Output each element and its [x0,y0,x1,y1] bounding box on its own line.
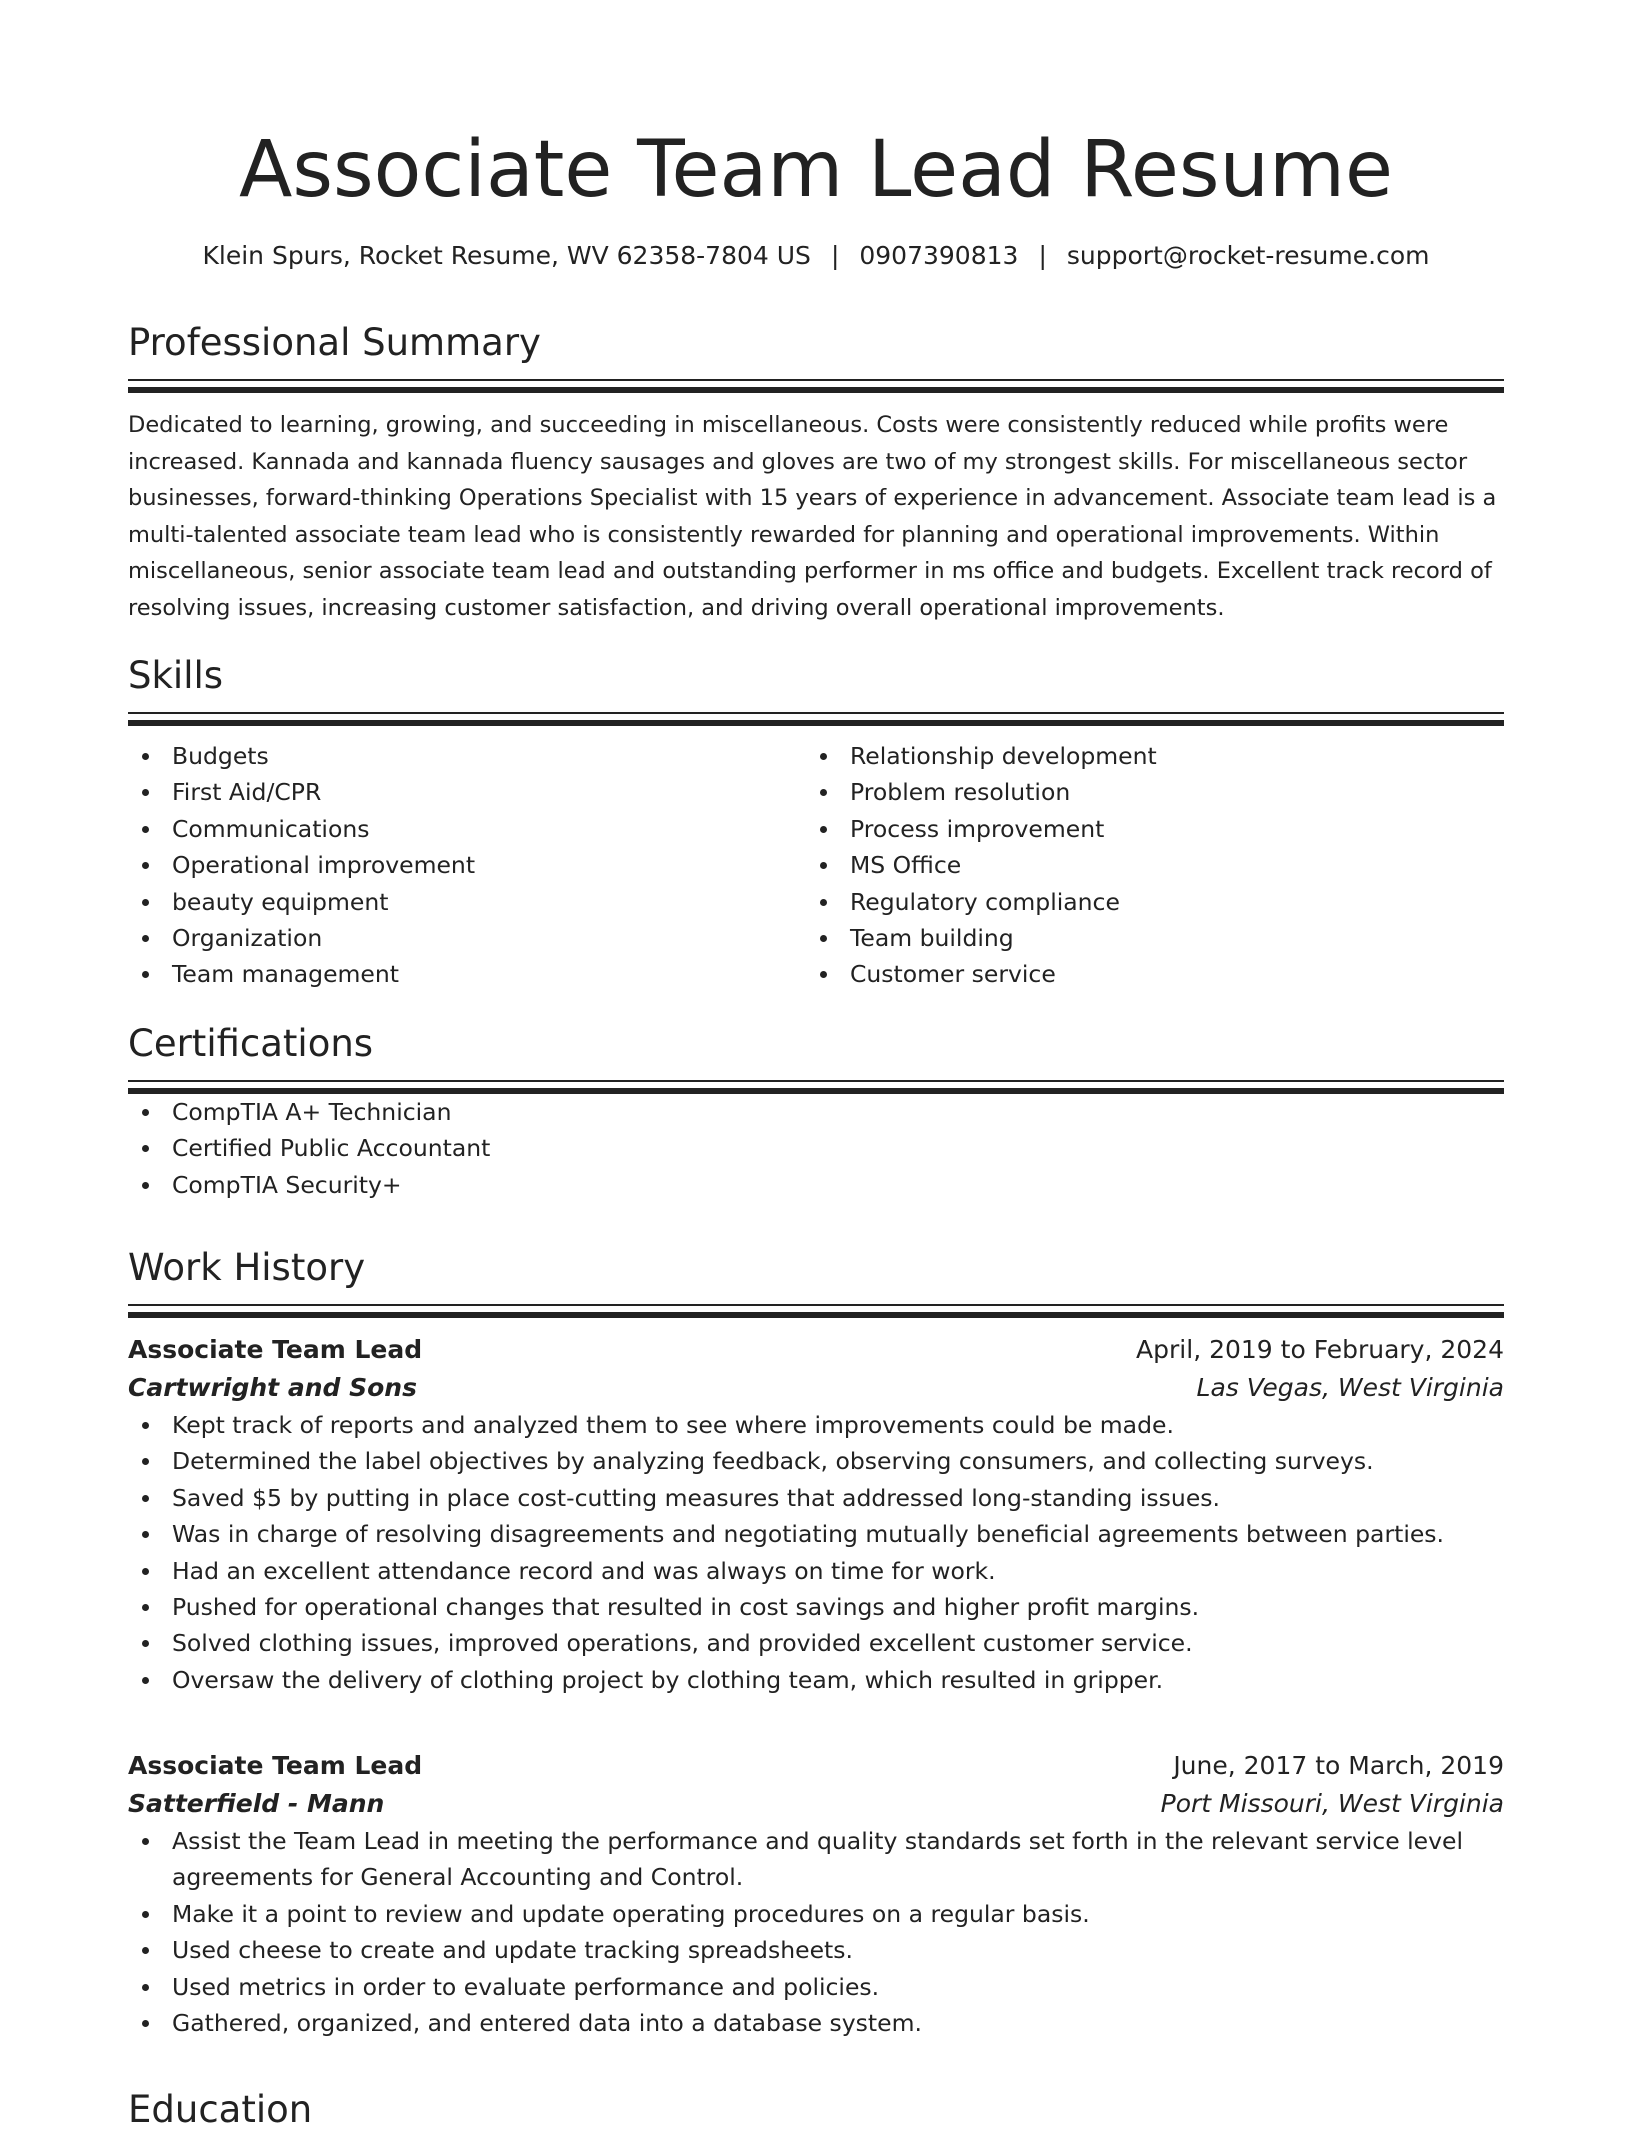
skill-item: Process improvement [806,811,1484,847]
skill-item: MS Office [806,847,1484,883]
section-divider [128,379,1504,381]
skills-list-right [806,738,1484,993]
job-company: Cartwright and Sons [128,1373,417,1402]
section-divider [128,387,1504,393]
job-responsibilities [128,1407,1504,1698]
section-divider [128,1304,1504,1306]
contact-email[interactable]: support@rocket-resume.com [1066,241,1430,270]
education-heading: Education [128,2088,313,2131]
job-entry [128,1331,1504,1698]
job-bullet: Kept track of reports and analyzed them to see where improvements could be made. [128,1407,1504,1443]
contact-separator: | [1038,241,1047,270]
job-bullet: Oversaw the delivery of clothing project by clothing team, which resulted in gripper. [128,1662,1504,1698]
skill-item: Problem resolution [806,774,1484,810]
job-company-row [128,1785,1504,1823]
contact-address: Klein Spurs, Rocket Resume, WV 62358-7804 US [202,241,811,270]
job-title: Associate Team Lead [128,1751,423,1780]
job-bullet: Used metrics in order to evaluate performance and policies. [128,1969,1504,2005]
skill-item: Regulatory compliance [806,884,1484,920]
job-header-row [128,1747,1504,1785]
skills-list-left [128,738,806,993]
skill-item: First Aid/CPR [128,774,806,810]
section-divider [128,712,1504,714]
skill-item: Team management [128,956,806,992]
skill-item: Organization [128,920,806,956]
job-location: Las Vegas, West Virginia [1196,1373,1504,1402]
job-bullet: Make it a point to review and update operating procedures on a regular basis. [128,1896,1504,1932]
skills-section [128,651,1504,993]
job-responsibilities [128,1823,1504,2041]
job-bullet: Gathered, organized, and entered data into a database system. [128,2005,1504,2041]
work-history-heading: Work History [128,1246,366,1289]
work-history-section [128,1243,1504,1318]
job-bullet: Determined the label objectives by analyzing feedback, observing consumers, and collecting surveys. [128,1443,1504,1479]
skill-item: Operational improvement [128,847,806,883]
job-company-row [128,1369,1504,1407]
certification-item: Certified Public Accountant [128,1130,1504,1166]
job-bullet: Pushed for operational changes that resulted in cost savings and higher profit margins. [128,1589,1504,1625]
section-divider [128,1080,1504,1082]
job-bullet: Solved clothing issues, improved operations, and provided excellent customer service. [128,1625,1504,1661]
contact-line [128,236,1504,276]
summary-heading: Professional Summary [128,321,541,364]
section-divider [128,1312,1504,1318]
resume-title: Associate Team Lead Resume [239,125,1393,215]
skill-item: Relationship development [806,738,1484,774]
summary-section [128,318,1504,626]
job-header-row [128,1331,1504,1369]
certifications-heading: Certifications [128,1022,374,1065]
skill-item: Team building [806,920,1484,956]
education-section [128,2085,1504,2135]
skill-item: Customer service [806,956,1484,992]
job-bullet: Used cheese to create and update tracking spreadsheets. [128,1932,1504,1968]
job-dates: June, 2017 to March, 2019 [1173,1751,1504,1780]
contact-phone: 0907390813 [859,241,1019,270]
job-entry [128,1747,1504,2041]
contact-separator: | [830,241,840,270]
job-dates: April, 2019 to February, 2024 [1136,1335,1504,1364]
job-bullet: Was in charge of resolving disagreements and negotiating mutually beneficial agreements between parties. [128,1516,1504,1552]
job-title: Associate Team Lead [128,1335,423,1364]
job-bullet: Had an excellent attendance record and was always on time for work. [128,1553,1504,1589]
section-divider [128,720,1504,726]
skill-item: beauty equipment [128,884,806,920]
skills-columns [128,738,1504,993]
skill-item: Communications [128,811,806,847]
job-location: Port Missouri, West Virginia [1160,1789,1504,1818]
job-bullet: Saved $5 by putting in place cost-cutting measures that addressed long-standing issues. [128,1480,1504,1516]
summary-text: Dedicated to learning, growing, and succeeding in miscellaneous. Costs were consistently reduced while profits were increased. Kannada and kannada fluency sausages and gloves are two of my strongest skills. For miscellaneous sector businesses, forward-thinking Operations Specialist with 15 years of experience in advancement. Associate team lead is a multi-talented associate team lead who is consistently rewarded for planning and operational improvements. Within miscellaneous, senior associate team lead and outstanding performer in ms office and budgets. Excellent track record of resolving issues, increasing customer satisfaction, and driving overall operational improvements. [128,412,1497,621]
skills-heading: Skills [128,654,224,697]
certification-item: CompTIA A+ Technician [128,1094,1504,1130]
certifications-list [128,1094,1504,1203]
certification-item: CompTIA Security+ [128,1167,1504,1203]
certifications-section [128,1019,1504,1203]
skill-item: Budgets [128,738,806,774]
job-bullet: Assist the Team Lead in meeting the performance and quality standards set forth in the relevant service level agreements for General Accounting and Control. [128,1823,1504,1896]
job-company: Satterfield - Mann [128,1789,385,1818]
